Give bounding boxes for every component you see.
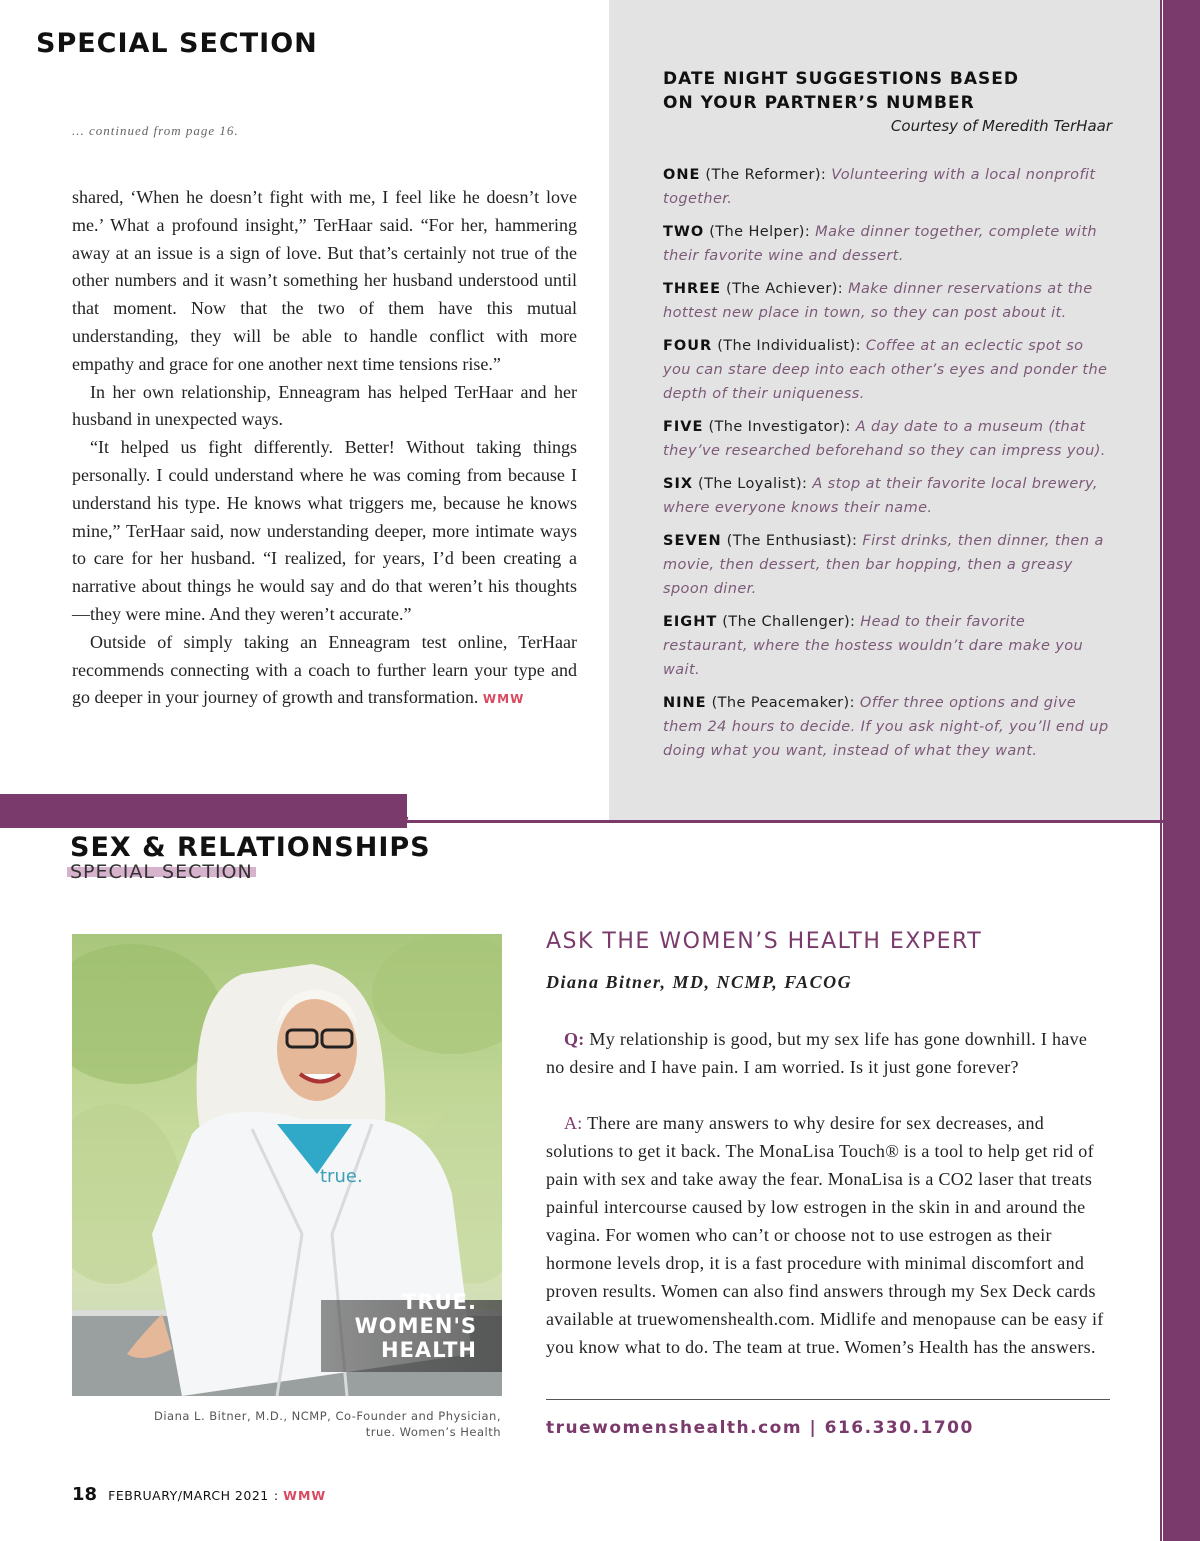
continued-note: ... continued from page 16. [72, 123, 239, 138]
suggestion-item [663, 610, 1113, 682]
suggestion-item [663, 163, 1113, 211]
footer-separator: : [273, 1488, 279, 1503]
section-heading: SEX & RELATIONSHIPS [70, 832, 431, 863]
article-paragraph [72, 629, 577, 714]
suggestion-type: (The Enthusiast): [726, 533, 858, 549]
footer-brand: WMW [283, 1488, 327, 1503]
brand-logo-line: TRUE. [402, 1290, 477, 1314]
section-label: SPECIAL SECTION [36, 28, 318, 59]
suggestion-idea: Coffee at an eclectic spot so you can stare deep into each other’s eyes and ponder the depth of their uniqueness. [663, 338, 1108, 402]
contact-line[interactable]: truewomenshealth.com | 616.330.1700 [546, 1418, 974, 1438]
sidebar-title [663, 67, 1083, 115]
suggestion-item [663, 472, 1113, 520]
section-subheading: SPECIAL SECTION [70, 861, 253, 883]
suggestion-number: THREE [663, 281, 722, 297]
column-author: Diana Bitner, MD, NCMP, FACOG [546, 972, 853, 992]
suggestion-type: (The Investigator): [708, 419, 851, 435]
suggestion-item [663, 277, 1113, 325]
suggestion-item [663, 415, 1113, 463]
question-paragraph [546, 1025, 1110, 1081]
column-title: ASK THE WOMEN’S HEALTH EXPERT [546, 929, 983, 954]
issue-date: FEBRUARY/MARCH 2021 [108, 1488, 269, 1503]
sidebar-credit: Courtesy of Meredith TerHaar [890, 117, 1112, 135]
right-edge-line [1160, 0, 1162, 1541]
answer-label: A: [564, 1113, 583, 1133]
section-divider-band [0, 794, 407, 828]
suggestion-number: FOUR [663, 338, 713, 354]
suggestion-type: (The Reformer): [705, 167, 827, 183]
suggestion-type: (The Achiever): [726, 281, 844, 297]
question-text: My relationship is good, but my sex life has gone downhill. I have no desire and I have pain. I am worried. Is it just gone forever? [546, 1029, 1088, 1077]
suggestion-type: (The Helper): [709, 224, 811, 240]
page-number: 18 [72, 1484, 98, 1505]
plus-icon: + [392, 806, 411, 831]
coat-logo: true. [320, 1166, 363, 1187]
suggestion-list [663, 163, 1113, 772]
suggestion-number: EIGHT [663, 614, 718, 630]
suggestion-number: SIX [663, 476, 694, 492]
suggestion-item [663, 691, 1113, 763]
article-paragraph: In her own relationship, Enneagram has helped TerHaar and her husband in unexpected ways. [72, 381, 577, 430]
suggestion-item [663, 529, 1113, 601]
page-footer [72, 1484, 326, 1505]
brand-logo-line: WOMEN'S [354, 1314, 477, 1338]
brand-logo [321, 1290, 477, 1362]
article-paragraph: shared, ‘When he doesn’t fight with me, I feel like he doesn’t love me.’ What a profound insight,” TerHaar said. “For her, hammering away at an issue is a sign of love. But that’s certainly not true of the other numbers and it wasn’t something her husband understood until that moment. Now that the two of them have this mutual understanding, they will be able to handle conflict with more empathy and grace for one another next time tensions rise.” [72, 187, 577, 374]
qa-body [546, 1025, 1110, 1389]
question-label: Q: [564, 1029, 585, 1049]
suggestion-idea: Make dinner reservations at the hottest new place in town, so they can post about it. [663, 281, 1093, 321]
caption-line: true. Women’s Health [365, 1425, 501, 1439]
suggestion-number: SEVEN [663, 533, 722, 549]
column-rule [546, 1399, 1110, 1400]
sidebar-title-line: DATE NIGHT SUGGESTIONS BASED [663, 69, 1019, 89]
suggestion-idea: A stop at their favorite local brewery, where everyone knows their name. [663, 476, 1098, 516]
article-paragraph: “It helped us fight differently. Better! Without taking things personally. I could understand where he was coming from because I understand his type. He knows what triggers me, because he knows mine,” TerHaar said, now understanding deeper, more intimate ways to care for her husband. “I realized, for years, I’d been creating a narrative about things he would say and do that weren’t his thoughts—they were mine. And they weren’t accurate.” [72, 437, 577, 624]
answer-paragraph [546, 1109, 1110, 1361]
brand-logo-line: HEALTH [381, 1338, 477, 1362]
section-divider-line [407, 820, 1167, 823]
photo-caption [140, 1408, 501, 1440]
suggestion-idea: Make dinner together, complete with their favorite wine and dessert. [663, 224, 1098, 264]
answer-text: There are many answers to why desire for sex decreases, and solutions to get it back. The MonaLisa Touch® is a tool to help get rid of pain with sex and take away the fear. MonaLisa is a CO2 laser that treats painful intercourse caused by low estrogen in the skin in and around the vagina. For women who can’t or choose not to use estrogen as their hormone levels drop, it is a fast procedure with minimal discomfort and proven results. Women can also find answers through my Sex Deck cards available at truewomenshealth.com. Midlife and menopause can be easy if you know what to do. The team at true. Women’s Health has the answers. [546, 1113, 1104, 1357]
suggestion-type: (The Peacemaker): [711, 695, 855, 711]
suggestion-idea: Volunteering with a local nonprofit together. [663, 167, 1096, 207]
suggestion-number: FIVE [663, 419, 704, 435]
suggestion-idea: Head to their favorite restaurant, where the hostess wouldn’t dare make you wait. [663, 614, 1084, 678]
suggestion-number: NINE [663, 695, 707, 711]
suggestion-number: ONE [663, 167, 701, 183]
suggestion-idea: A day date to a museum (that they’ve researched beforehand so they can impress you). [663, 419, 1106, 459]
suggestion-idea: First drinks, then dinner, then a movie, then dessert, then bar hopping, then a greasy spoon diner. [663, 533, 1104, 597]
suggestion-type: (The Loyalist): [698, 476, 808, 492]
end-mark: WMW [482, 692, 525, 707]
sidebar-title-line: ON YOUR PARTNER’S NUMBER [663, 93, 975, 113]
suggestion-idea: Offer three options and give them 24 hours to decide. If you ask night-of, you’ll end up doing what you want, instead of what they want. [663, 695, 1109, 759]
right-edge-bar [1163, 0, 1200, 1541]
suggestion-item [663, 220, 1113, 268]
caption-line: Diana L. Bitner, M.D., NCMP, Co-Founder and Physician, [153, 1409, 501, 1423]
article-paragraph-text: Outside of simply taking an Enneagram test online, TerHaar recommends connecting with a coach to further learn your type and go deeper in your journey of growth and transformation. [72, 631, 577, 708]
suggestion-number: TWO [663, 224, 705, 240]
suggestion-type: (The Challenger): [722, 614, 856, 630]
article-body [72, 184, 577, 714]
suggestion-item [663, 334, 1113, 406]
suggestion-type: (The Individualist): [717, 338, 861, 354]
